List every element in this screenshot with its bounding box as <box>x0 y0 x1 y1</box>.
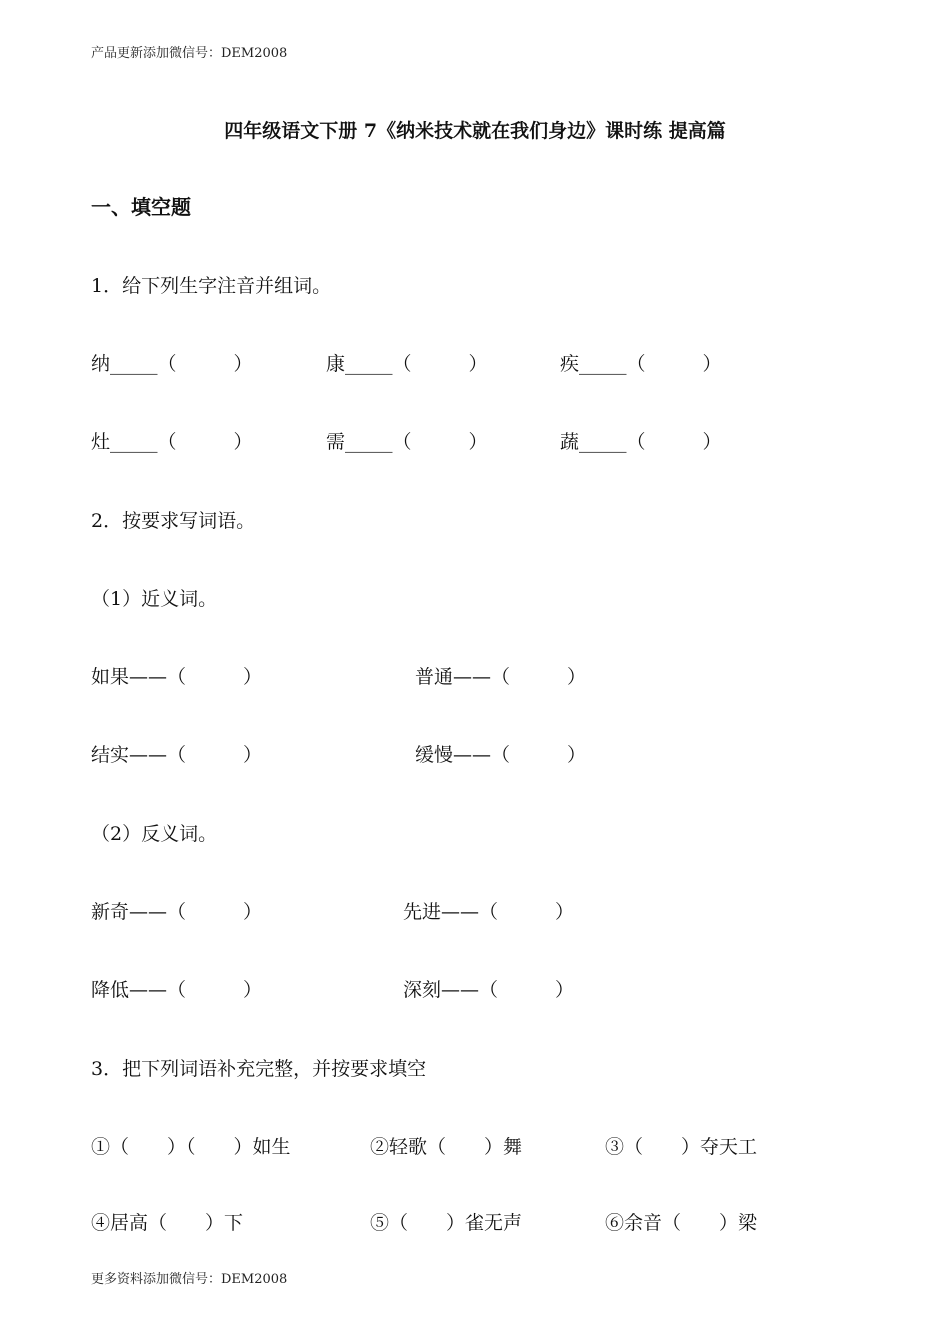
q2-synonym-item: 如果——（ ） <box>91 666 263 688</box>
q1-item-xu: 需_____（ ） <box>326 431 488 453</box>
q2-antonym-label: （2）反义词。 <box>91 823 218 845</box>
q2-synonym-item: 普通——（ ） <box>415 666 587 688</box>
page-title: 四年级语文下册 7《纳米技术就在我们身边》课时练 提高篇 <box>224 120 726 142</box>
q1-item-zao: 灶_____（ ） <box>91 431 253 453</box>
q2-antonym-item: 新奇——（ ） <box>91 901 263 923</box>
q2-antonym-item: 深刻——（ ） <box>403 979 575 1001</box>
question-1-prompt: 1．给下列生字注音并组词。 <box>91 275 332 297</box>
q2-antonym-item: 降低——（ ） <box>91 979 263 1001</box>
q2-synonym-label: （1）近义词。 <box>91 588 218 610</box>
q1-item-na: 纳_____（ ） <box>91 353 253 375</box>
q2-synonym-item: 结实——（ ） <box>91 744 263 766</box>
q3-idiom-item: ①（ ）（ ）如生 <box>91 1136 291 1158</box>
q1-item-ji: 疾_____（ ） <box>560 353 722 375</box>
q3-idiom-item: ⑥余音（ ）梁 <box>605 1212 758 1234</box>
q1-item-kang: 康_____（ ） <box>326 353 488 375</box>
question-2-prompt: 2．按要求写词语。 <box>91 510 256 532</box>
q3-idiom-item: ③（ ）夺天工 <box>605 1136 758 1158</box>
section-heading-fill-blank: 一、填空题 <box>91 195 191 219</box>
q3-idiom-item: ⑤（ ）雀无声 <box>370 1212 523 1234</box>
q3-idiom-item: ④居高（ ）下 <box>91 1212 244 1234</box>
q1-item-shu: 蔬_____（ ） <box>560 431 722 453</box>
q2-antonym-item: 先进——（ ） <box>403 901 575 923</box>
q3-idiom-item: ②轻歌（ ）舞 <box>370 1136 523 1158</box>
question-3-prompt: 3．把下列词语补充完整，并按要求填空 <box>91 1058 427 1080</box>
q2-synonym-item: 缓慢——（ ） <box>415 744 587 766</box>
page-header: 产品更新添加微信号：DEM2008 <box>91 46 288 61</box>
page-footer: 更多资料添加微信号：DEM2008 <box>91 1272 288 1287</box>
